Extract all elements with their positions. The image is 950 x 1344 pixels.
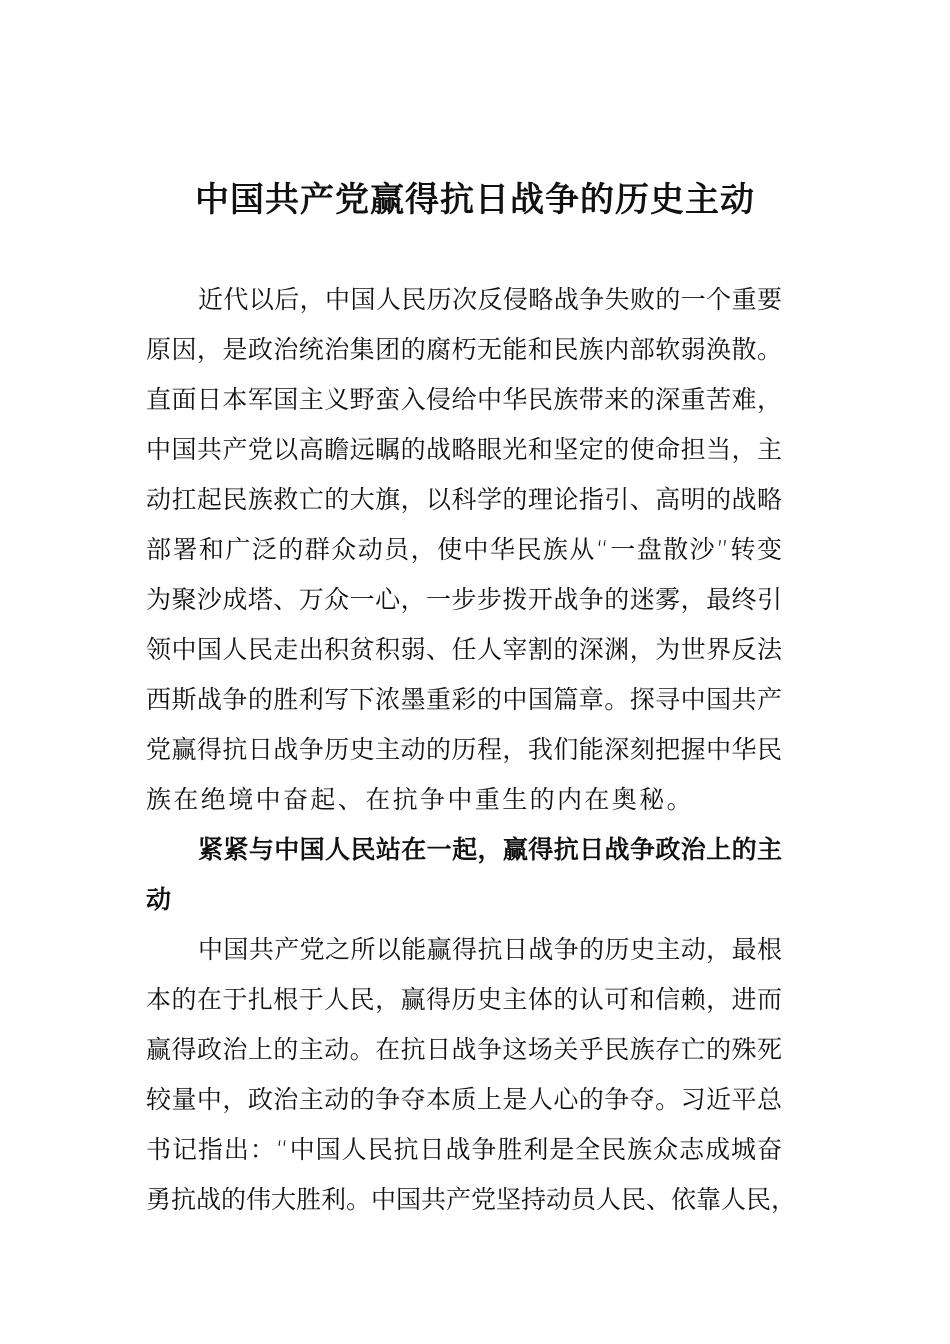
text-line: 直面日本军国主义野蛮入侵给中华民族带来的深重苦难， xyxy=(146,385,782,414)
page-title: 中国共产党赢得抗日战争的历史主动 xyxy=(195,180,755,220)
text-line: 中国共产党之所以能赢得抗日战争的历史主动，最根 xyxy=(198,935,782,964)
text-line: 较量中，政治主动的争夺本质上是人心的争夺。习近平总 xyxy=(146,1085,782,1114)
text-line: 部署和广泛的群众动员，使中华民族从“一盘散沙”转变 xyxy=(146,535,782,564)
text-line: 领中国人民走出积贫积弱、任人宰割的深渊，为世界反法 xyxy=(146,635,782,664)
text-line: 动扛起民族救亡的大旗，以科学的理论指引、高明的战略 xyxy=(146,485,782,514)
text-line: 原因，是政治统治集团的腐朽无能和民族内部软弱涣散。 xyxy=(146,335,782,364)
text-line: 西斯战争的胜利写下浓墨重彩的中国篇章。探寻中国共产 xyxy=(146,685,782,714)
heading-line: 紧紧与中国人民站在一起，赢得抗日战争政治上的主 xyxy=(198,835,782,864)
text-line: 中国共产党以高瞻远瞩的战略眼光和坚定的使命担当，主 xyxy=(146,435,782,464)
text-line: 赢得政治上的主动。在抗日战争这场关乎民族存亡的殊死 xyxy=(146,1035,782,1064)
text-line: 为聚沙成塔、万众一心，一步步拨开战争的迷雾，最终引 xyxy=(146,585,782,614)
heading-line: 动 xyxy=(146,885,174,914)
text-line: 勇抗战的伟大胜利。中国共产党坚持动员人民、依靠人民， xyxy=(146,1185,797,1214)
text-line: 党赢得抗日战争历史主动的历程，我们能深刻把握中华民 xyxy=(146,735,782,764)
text-line: 族在绝境中奋起、在抗争中重生的内在奥秘。 xyxy=(146,785,695,814)
text-line: 本的在于扎根于人民，赢得历史主体的认可和信赖，进而 xyxy=(146,985,782,1014)
text-line: 书记指出：“中国人民抗日战争胜利是全民族众志成城奋 xyxy=(146,1135,782,1164)
text-line: 近代以后，中国人民历次反侵略战争失败的一个重要 xyxy=(198,285,782,314)
